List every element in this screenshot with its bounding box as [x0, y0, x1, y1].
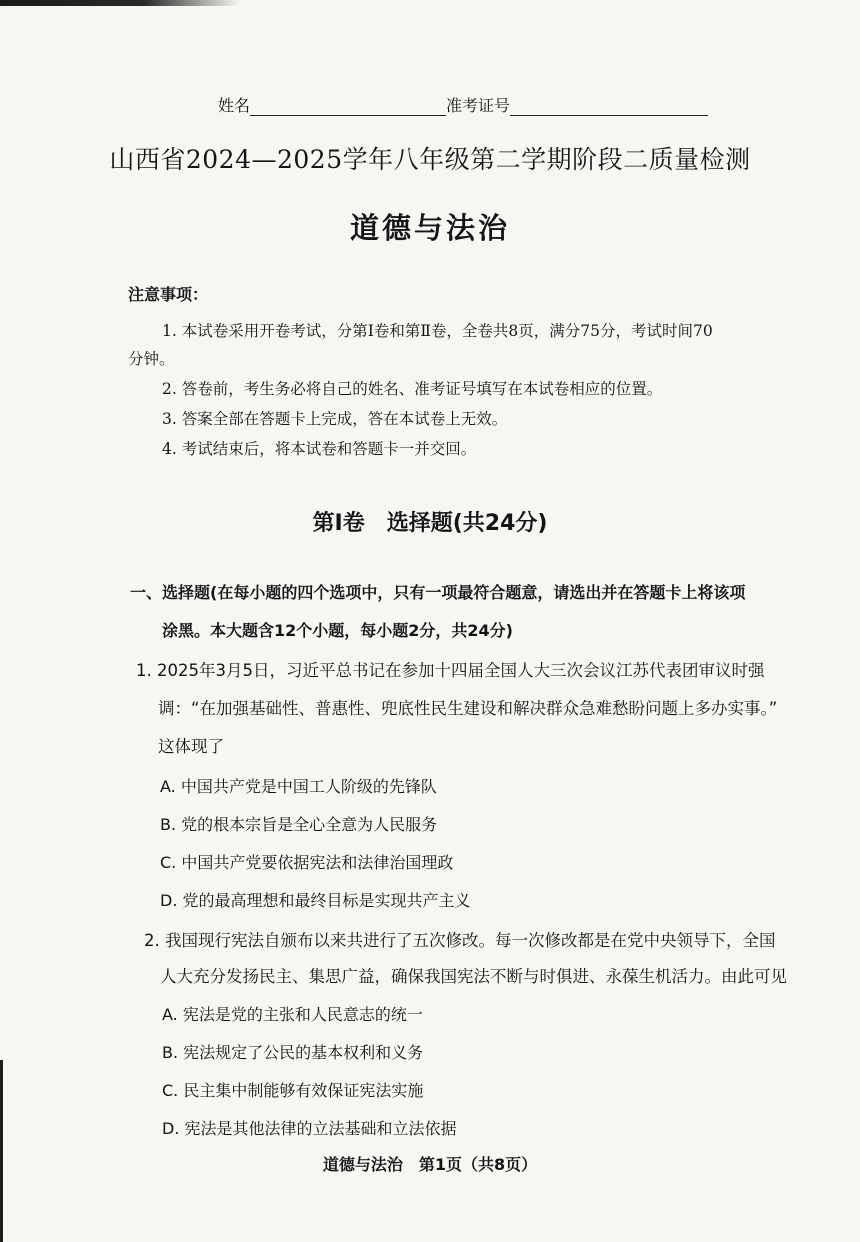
question-1-option-d[interactable]: D. 党的最高理想和最终目标是实现共产主义 [160, 891, 471, 910]
exam-id-blank[interactable] [510, 97, 708, 116]
name-label: 姓名 [218, 96, 251, 115]
exam-id-label: 准考证号 [446, 96, 511, 115]
question-1-line: 这体现了 [158, 737, 224, 756]
question-2-option-c[interactable]: C. 民主集中制能够有效保证宪法实施 [162, 1081, 424, 1100]
scan-shadow-left [0, 1060, 3, 1242]
page-footer: 道德与法治 第1页（共8页） [322, 1155, 538, 1174]
question-1-line: 1. 2025年3月5日，习近平总书记在参加十四届全国人大三次会议江苏代表团审议时强 [136, 661, 765, 680]
section-instruction: 涂黑。本大题含12个小题，每小题2分，共24分) [162, 621, 513, 640]
question-2-line: 2. 我国现行宪法自颁布以来共进行了五次修改。每一次修改都是在党中央领导下，全国 [144, 931, 776, 950]
candidate-info-fields [218, 88, 738, 116]
note-item: 2. 答卷前，考生务必将自己的姓名、准考证号填写在本试卷相应的位置。 [162, 380, 663, 398]
section-instruction: 一、选择题(在每小题的四个选项中，只有一项最符合题意，请选出并在答题卡上将该项 [130, 583, 746, 602]
section-title: 第Ⅰ卷 选择题(共24分) [312, 511, 548, 536]
note-item: 4. 考试结束后，将本试卷和答题卡一并交回。 [162, 440, 477, 458]
note-item: 1. 本试卷采用开卷考试，分第Ⅰ卷和第Ⅱ卷，全卷共8页，满分75分，考试时间70 [162, 322, 713, 340]
question-1-option-b[interactable]: B. 党的根本宗旨是全心全意为人民服务 [160, 815, 438, 834]
name-blank[interactable] [250, 97, 446, 116]
question-2-option-a[interactable]: A. 宪法是党的主张和人民意志的统一 [162, 1005, 423, 1024]
question-1-option-c[interactable]: C. 中国共产党要依据宪法和法律治国理政 [160, 853, 454, 872]
note-item: 3. 答案全部在答题卡上完成，答在本试卷上无效。 [162, 410, 508, 428]
question-2-option-d[interactable]: D. 宪法是其他法律的立法基础和立法依据 [162, 1119, 457, 1138]
scan-shadow-top [0, 0, 240, 6]
notes-heading: 注意事项： [128, 285, 209, 304]
question-1-option-a[interactable]: A. 中国共产党是中国工人阶级的先锋队 [160, 777, 437, 796]
question-1-line: 调：“在加强基础性、普惠性、兜底性民生建设和解决群众急难愁盼问题上多办实事。” [158, 699, 778, 718]
note-item: 分钟。 [128, 350, 175, 368]
exam-title: 山西省2024—2025学年八年级第二学期阶段二质量检测 [109, 145, 751, 174]
question-2-option-b[interactable]: B. 宪法规定了公民的基本权利和义务 [162, 1043, 424, 1062]
question-2-line: 人大充分发扬民主、集思广益，确保我国宪法不断与时俱进、永葆生机活力。由此可见 [160, 967, 787, 986]
subject-title: 道德与法治 [349, 211, 510, 245]
